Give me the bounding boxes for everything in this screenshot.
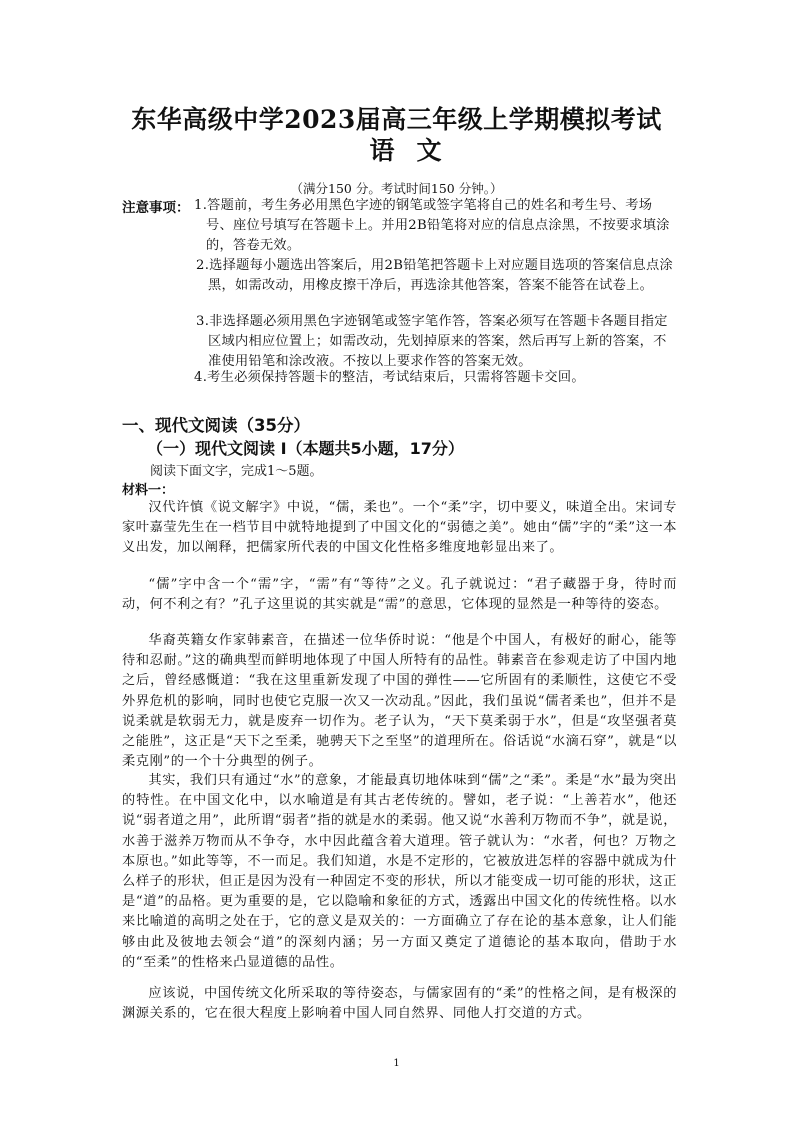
notice-item-1 (194, 196, 676, 256)
passage-paragraph-5: 应该说，中国传统文化所采取的等待姿态，与儒家固有的“柔”的性格之间，是有极深的渊源关系的，它在很大程度上影响着中国人同自然界、同他人打交道的方式。 (122, 986, 677, 1022)
passage-paragraph-2: “儒”字中含一个“需”字，“需”有“等待”之义。孔子就说过：“君子藏器于身，待时而动，何不利之有？”孔子这里说的其实就是“需”的意思，它体现的显然是一种等待的姿态。 (122, 577, 677, 613)
notice-item-4 (194, 368, 676, 388)
notice-item-text: 4.考生必须保持答题卡的整洁，考试结束后，只需将答题卡交回。 (194, 370, 585, 385)
notice-item-text: 1.答题前，考生务必用黑色字迹的钢笔或签字笔将自己的姓名和考生号、考场号、座位号填写在答题卡上。并用2B铅笔将对应的信息点涂黑，不按要求填涂的，答卷无效。 (194, 198, 670, 253)
material-label: 材料一： (122, 483, 175, 498)
passage-paragraph-1: 汉代许慎《说文解字》中说，“儒，柔也”。一个“柔”字，切中要义，味道全出。宋词专家叶嘉莹先生在一档节目中就特地提到了中国文化的“弱德之美”。她由“儒”字的“柔”这一本义出发，加以阐释，把儒家所代表的中国文化性格多维度地彰显出来了。 (122, 500, 677, 556)
exam-info: （满分150 分。考试时间150 分钟。） (290, 181, 503, 196)
notice-item-text: 3.非选择题必须用黑色字迹钢笔或签字笔作答，答案必须写在答题卡各题目指定区域内相应位置上；如需改动，先划掉原来的答案，然后再写上新的答案，不准使用铅笔和涂改液。不按以上要求作答的答案无效。 (196, 314, 668, 369)
notice-item-text: 2.选择题每小题选出答案后，用2B铅笔把答题卡上对应题目选项的答案信息点涂黑，如需改动，用橡皮擦干净后，再选涂其他答案，答案不能答在试卷上。 (196, 258, 673, 293)
notice-item-2 (196, 256, 676, 296)
passage-paragraph-4: 其实，我们只有通过“水”的意象，才能最真切地体味到“儒”之“柔”。柔是“水”最为突出的特性。在中国文化中，以水喻道是有其古老传统的。譬如，老子说：“上善若水”，他还说“弱者道之用”，此所谓“弱者”指的就是水的柔弱。他又说“水善利万物而不争”，就是说，水善于滋养万物而从不争夺，水中因此蕴含着大道理。管子就认为：“水者，何也？万物之本原也。”如此等等，不一而足。我们知道，水是不定形的，它被放进怎样的容器中就成为什么样子的形状，但正是因为没有一种固定不变的形状，所以才能变成一切可能的形状，这正是“道”的品格。更为重要的是，它以隐喻和象征的方式，透露出中国文化的传统性格。以水来比喻道的高明之处在于，它的意义是双关的：一方面确立了存在论的基本意象，让人们能够由此及彼地去领会“道”的深刻内涵；另一方面又奠定了道德论的基本取向，借助于水的“至柔”的性格来凸显道德的品性。 (122, 773, 677, 970)
reading-instruction: 阅读下面文字，完成1～5题。 (150, 464, 323, 479)
notice-item-3 (196, 312, 676, 372)
subsection-heading: （一）现代文阅读 I（本题共5小题，17分） (147, 439, 464, 458)
section-heading: 一、现代文阅读（35分） (122, 416, 310, 435)
subject-title: 语文 (369, 136, 464, 165)
exam-title: 东华高级中学2023届高三年级上学期模拟考试 (131, 105, 662, 134)
page-number: 1 (393, 1058, 400, 1069)
passage-paragraph-3: 华裔英籍女作家韩素音，在描述一位华侨时说：“他是个中国人，有极好的耐心，能等待和忍耐。”这的确典型而鲜明地体现了中国人所特有的品性。韩素音在参观走访了中国内地之后，曾经感慨道：“我在这里重新发现了中国的弹性——它所固有的柔顺性，这使它不受外界危机的影响，同时也使它克服一次又一次动乱。”因此，我们虽说“儒者柔也”，但并不是说柔就是软弱无力，就是废弃一切作为。老子认为，“天下莫柔弱于水”，但是“攻坚强者莫之能胜”，这正是“天下之至柔，驰骋天下之至坚”的道理所在。俗话说“水滴石穿”，就是“以柔克刚”的一个十分典型的例子。 (122, 633, 677, 770)
notice-label: 注意事项： (122, 200, 190, 216)
